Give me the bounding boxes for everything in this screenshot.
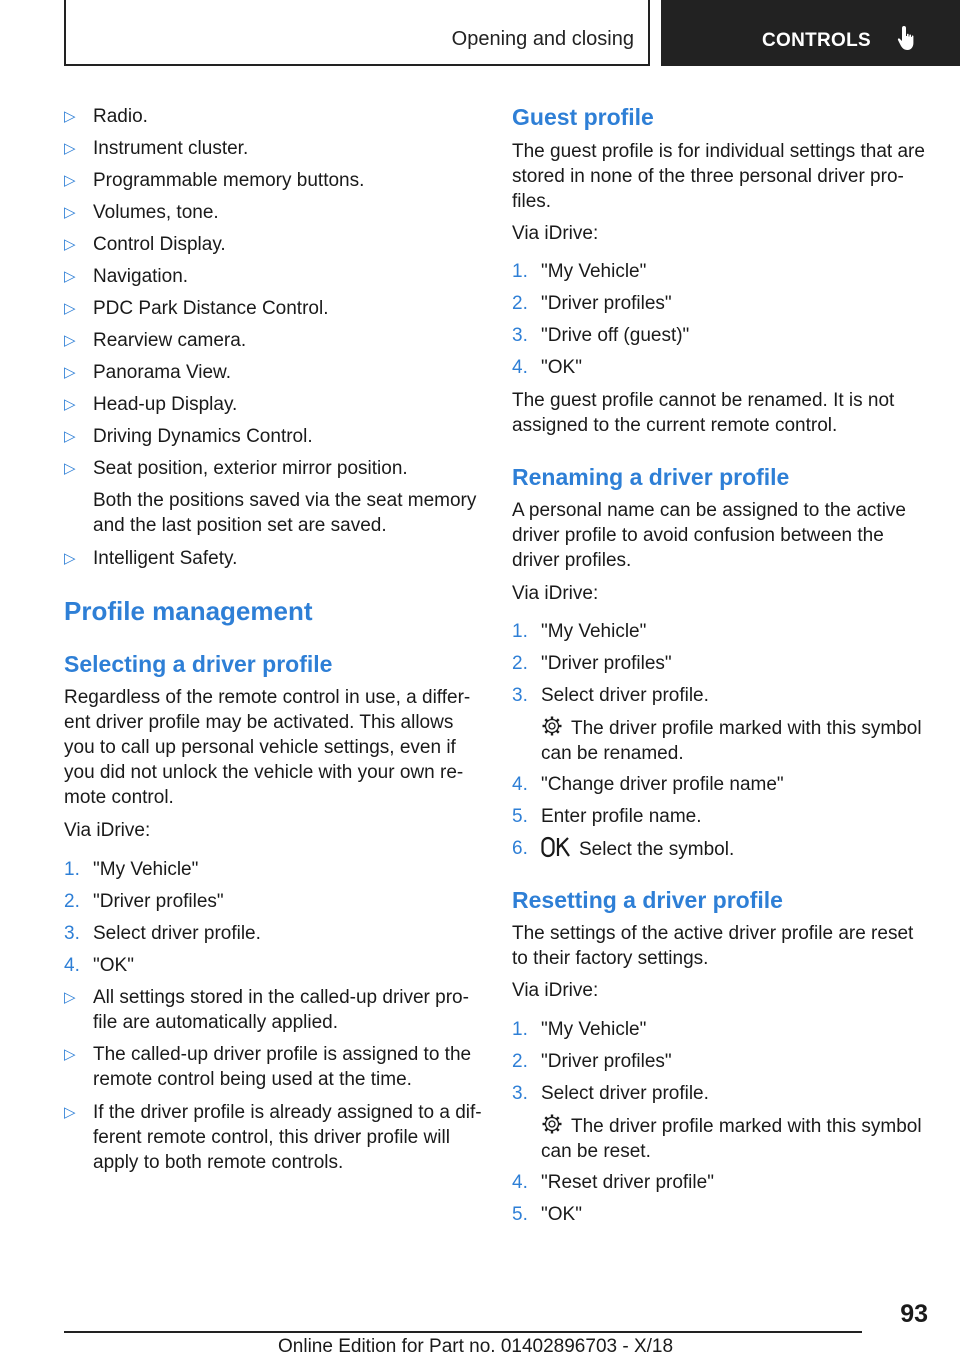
ok-symbol-icon xyxy=(541,836,571,858)
triangle-bullet-icon: ▷ xyxy=(64,1046,76,1063)
bullet-text: If the driver profile is already assigned to a dif-ferent remote control, this driver profile will apply to both remote controls. xyxy=(93,1102,482,1173)
bullet-text: Head-up Display. xyxy=(93,394,238,415)
bullet-text: All settings stored in the called-up driver pro-file are automatically applied. xyxy=(93,987,469,1033)
numbered-step xyxy=(512,259,932,284)
triangle-bullet-icon: ▷ xyxy=(64,396,76,413)
triangle-bullet-icon: ▷ xyxy=(64,268,76,285)
bullet-text: PDC Park Distance Control. xyxy=(93,298,329,319)
symbol-note: The driver profile marked with this symbol can be reset. xyxy=(541,1113,932,1164)
bullet-text: Rearview camera. xyxy=(93,330,247,351)
numbered-step xyxy=(512,651,932,676)
step-text: Enter profile name. xyxy=(541,806,702,827)
numbered-step xyxy=(64,921,482,946)
bullet-text: Panorama View. xyxy=(93,362,232,383)
bullet-item xyxy=(64,1042,482,1092)
triangle-bullet-icon: ▷ xyxy=(64,204,76,221)
bullet-text: Intelligent Safety. xyxy=(93,548,238,569)
step-number: 4. xyxy=(512,1172,528,1193)
step-number: 3. xyxy=(512,1083,528,1104)
step-text: "Drive off (guest)" xyxy=(541,325,690,346)
triangle-bullet-icon: ▷ xyxy=(64,236,76,253)
triangle-bullet-icon: ▷ xyxy=(64,428,76,445)
bullet-text: Instrument cluster. xyxy=(93,138,249,159)
bullet-item xyxy=(64,392,482,417)
step-text: Select driver profile. xyxy=(93,923,261,944)
header-section-title: Opening and closing xyxy=(451,28,634,50)
selecting-description: Regardless of the remote control in use, a differ-ent driver profile may be activated. This allows you to call up personal vehicle settings, even if you did not unlock the vehicle with your own re-mote control. xyxy=(64,687,471,808)
step-text: "Reset driver profile" xyxy=(541,1172,714,1193)
via-idrive-label: Via iDrive: xyxy=(512,583,599,604)
step-text: "OK" xyxy=(541,1204,582,1225)
triangle-bullet-icon: ▷ xyxy=(64,108,76,125)
numbered-step xyxy=(64,953,482,978)
triangle-bullet-icon: ▷ xyxy=(64,172,76,189)
heading-guest-profile: Guest profile xyxy=(512,104,654,130)
guest-description: The guest profile is for individual settings that are stored in none of the three personal driver pro-files. xyxy=(512,141,925,212)
numbered-step xyxy=(64,857,482,882)
step-text: Select driver profile. xyxy=(541,1083,709,1104)
bullet-text: The called-up driver profile is assigned to the remote control being used at the time. xyxy=(93,1044,472,1090)
step-number: 4. xyxy=(512,774,528,795)
step-number: 1. xyxy=(512,261,528,282)
step-text: "OK" xyxy=(541,357,582,378)
step-number: 5. xyxy=(512,1204,528,1225)
numbered-step xyxy=(512,323,932,348)
bullet-text: Navigation. xyxy=(93,266,189,287)
bullet-item xyxy=(64,328,482,353)
step-number: 1. xyxy=(64,859,80,880)
step-number: 1. xyxy=(512,1019,528,1040)
numbered-step xyxy=(512,1170,932,1195)
triangle-bullet-icon: ▷ xyxy=(64,1104,76,1121)
step-number: 4. xyxy=(64,955,80,976)
numbered-step xyxy=(512,804,932,829)
bullet-text: Driving Dynamics Control. xyxy=(93,426,313,447)
header-chapter-title: CONTROLS xyxy=(762,30,872,51)
reset-description: The settings of the active driver profile are reset to their factory settings. xyxy=(512,923,914,969)
step-number: 2. xyxy=(512,1051,528,1072)
step-text: Select the symbol. xyxy=(512,836,932,862)
heading-resetting-driver-profile: Resetting a driver profile xyxy=(512,887,783,913)
bullet-item xyxy=(64,200,482,225)
footer-divider xyxy=(64,1331,862,1333)
step-text: "My Vehicle" xyxy=(541,621,647,642)
seat-memory-note: Both the positions saved via the seat memory and the last position set are saved. xyxy=(93,490,477,536)
rename-description: A personal name can be assigned to the active driver profile to avoid confusion between the driver profiles. xyxy=(512,500,906,571)
step-text: "Driver profiles" xyxy=(93,891,224,912)
header-section-box xyxy=(64,0,650,66)
heading-selecting-driver-profile: Selecting a driver profile xyxy=(64,651,333,677)
via-idrive-label: Via iDrive: xyxy=(512,980,599,1001)
heading-renaming-driver-profile: Renaming a driver profile xyxy=(512,464,790,490)
bullet-text: Control Display. xyxy=(93,234,226,255)
triangle-bullet-icon: ▷ xyxy=(64,140,76,157)
step-number: 5. xyxy=(512,806,528,827)
step-text: "My Vehicle" xyxy=(541,1019,647,1040)
step-number: 3. xyxy=(512,685,528,706)
step-text: "Driver profiles" xyxy=(541,1051,672,1072)
bullet-item xyxy=(64,456,482,481)
bullet-item xyxy=(64,232,482,257)
triangle-bullet-icon: ▷ xyxy=(64,460,76,477)
via-idrive-label: Via iDrive: xyxy=(64,820,151,841)
numbered-step xyxy=(512,355,932,380)
bullet-text: Programmable memory buttons. xyxy=(93,170,365,191)
bullet-text: Seat position, exterior mirror position. xyxy=(93,458,408,479)
numbered-step xyxy=(512,619,932,644)
bullet-item xyxy=(64,296,482,321)
step-text: "Driver profiles" xyxy=(541,653,672,674)
bullet-item xyxy=(64,424,482,449)
triangle-bullet-icon: ▷ xyxy=(64,550,76,567)
triangle-bullet-icon: ▷ xyxy=(64,332,76,349)
numbered-step xyxy=(512,772,932,797)
via-idrive-label: Via iDrive: xyxy=(512,223,599,244)
gear-icon xyxy=(541,1113,563,1135)
step-number: 3. xyxy=(64,923,80,944)
bullet-item xyxy=(64,264,482,289)
numbered-step xyxy=(512,683,932,708)
numbered-step xyxy=(512,1202,932,1227)
heading-profile-management: Profile management xyxy=(64,596,313,626)
step-number: 2. xyxy=(512,293,528,314)
numbered-step xyxy=(512,1049,932,1074)
step-number: 6. xyxy=(512,838,528,859)
bullet-item xyxy=(64,136,482,161)
triangle-bullet-icon: ▷ xyxy=(64,364,76,381)
guest-note: The guest profile cannot be renamed. It is not assigned to the current remote control. xyxy=(512,390,895,436)
step-text: "Change driver profile name" xyxy=(541,774,784,795)
pointing-hand-icon xyxy=(897,24,921,52)
numbered-step xyxy=(512,836,932,862)
header-chapter-box xyxy=(661,0,960,66)
footer-edition: Online Edition for Part no. 01402896703 - X/18 xyxy=(278,1336,674,1357)
triangle-bullet-icon: ▷ xyxy=(64,300,76,317)
step-number: 2. xyxy=(512,653,528,674)
step-number: 4. xyxy=(512,357,528,378)
bullet-text: Volumes, tone. xyxy=(93,202,219,223)
symbol-note: The driver profile marked with this symbol can be renamed. xyxy=(541,715,932,766)
step-number: 2. xyxy=(64,891,80,912)
step-text: "My Vehicle" xyxy=(93,859,199,880)
step-text: Select driver profile. xyxy=(541,685,709,706)
step-number: 1. xyxy=(512,621,528,642)
step-number: 3. xyxy=(512,325,528,346)
bullet-item xyxy=(64,360,482,385)
numbered-step xyxy=(64,889,482,914)
numbered-step xyxy=(512,1017,932,1042)
gear-icon xyxy=(541,715,563,737)
bullet-item xyxy=(64,104,482,129)
bullet-item xyxy=(64,1100,482,1175)
bullet-text: Radio. xyxy=(93,106,148,127)
bullet-item xyxy=(64,546,482,571)
bullet-item xyxy=(64,985,482,1035)
numbered-step xyxy=(512,291,932,316)
step-text: "Driver profiles" xyxy=(541,293,672,314)
bullet-item xyxy=(64,168,482,193)
numbered-step xyxy=(512,1081,932,1106)
step-text: "OK" xyxy=(93,955,134,976)
triangle-bullet-icon: ▷ xyxy=(64,989,76,1006)
page-number: 93 xyxy=(900,1300,928,1328)
step-text: "My Vehicle" xyxy=(541,261,647,282)
